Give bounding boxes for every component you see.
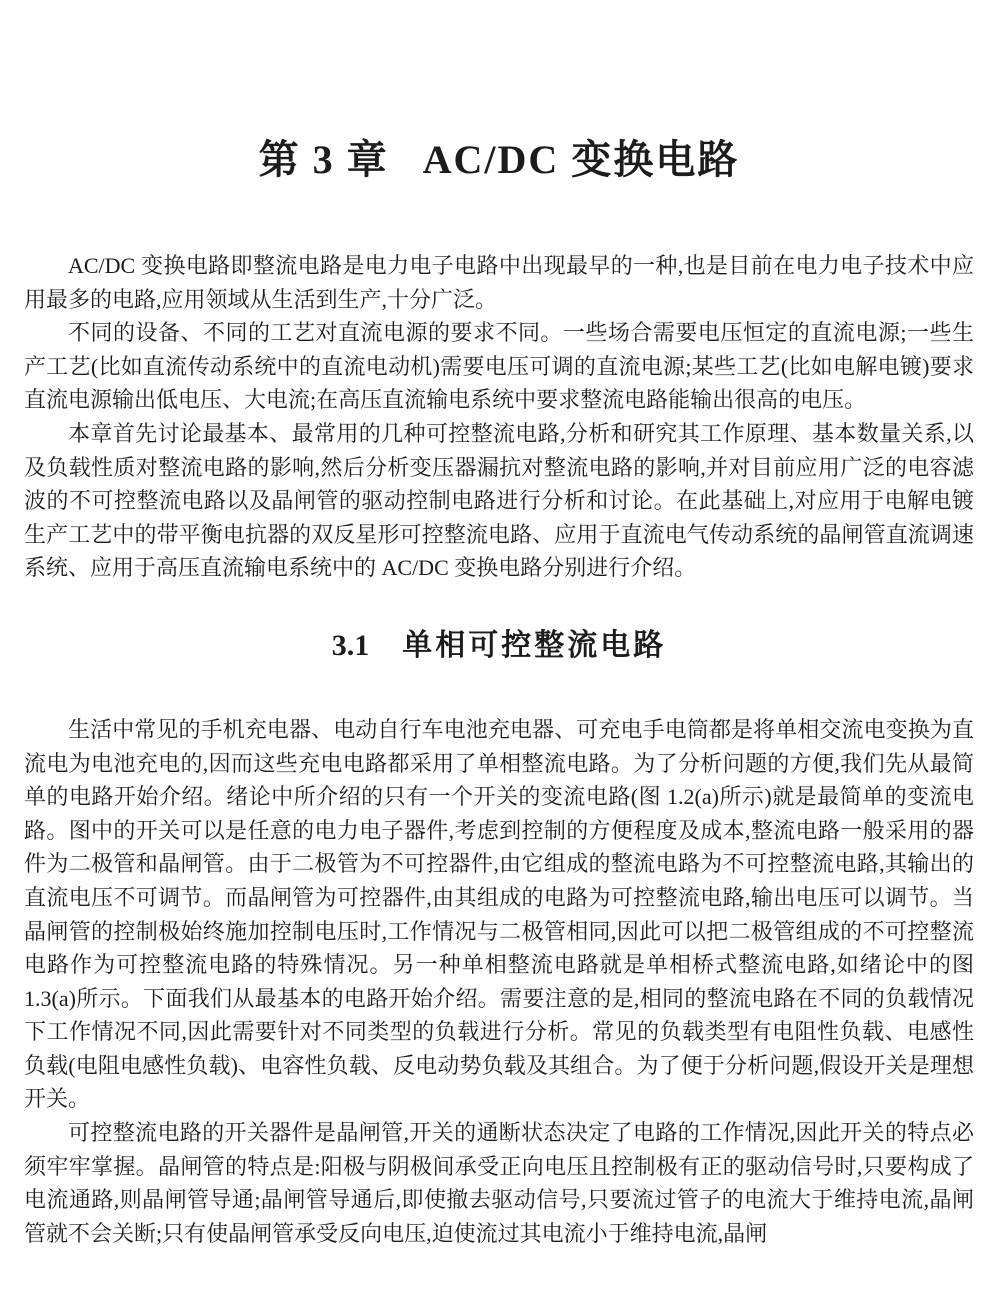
intro-paragraph-2: 不同的设备、不同的工艺对直流电源的要求不同。一些场合需要电压恒定的直流电源;一些生产工艺(比如直流传动系统中的直流电动机)需要电压可调的直流电源;某些工艺(比如电解电镀)要求直流电源输出低电压、大电流;在高压直流输电系统中要求整流电路能输出很高的电压。 <box>24 320 974 413</box>
chapter-heading <box>24 135 974 185</box>
section-number: 3.1 <box>331 628 370 662</box>
intro-paragraph-1: AC/DC 变换电路即整流电路是电力电子电路中出现最早的一种,也是目前在电力电子技术中应用最多的电路,应用领域从生活到生产,十分广泛。 <box>24 253 974 312</box>
section-title: 单相可控整流电路 <box>402 628 667 662</box>
section-paragraph-2: 可控整流电路的开关器件是晶闸管,开关的通断状态决定了电路的工作情况,因此开关的特点必须牢牢掌握。晶闸管的特点是:阳极与阴极间承受正向电压且控制极有正的驱动信号时,只要构成了电流通路,则晶闸管导通;晶闸管导通后,即使撤去驱动信号,只要流过管子的电流大于维持电流,晶闸管就不会关断;只有使晶闸管承受反向电压,迫使流过其电流小于维持电流,晶闸 <box>24 1120 974 1246</box>
intro-paragraph-3: 本章首先讨论最基本、最常用的几种可控整流电路,分析和研究其工作原理、基本数量关系,以及负载性质对整流电路的影响,然后分析变压器漏抗对整流电路的影响,并对目前应用广泛的电容滤波的不可控整流电路以及晶闸管的驱动控制电路进行分析和讨论。在此基础上,对应用于电解电镀生产工艺中的带平衡电抗器的双反星形可控整流电路、应用于直流电气传动系统的晶闸管直流调速系统、应用于高压直流输电系统中的 AC/DC 变换电路分别进行介绍。 <box>24 420 974 581</box>
section-heading <box>24 625 974 667</box>
chapter-title: AC/DC 变换电路 <box>422 137 740 182</box>
chapter-number: 第 3 章 <box>258 137 389 182</box>
section-paragraph-1: 生活中常见的手机充电器、电动自行车电池充电器、可充电手电筒都是将单相交流电变换为直流电为电池充电的,因而这些充电电路都采用了单相整流电路。为了分析问题的方便,我们先从最简单的电路开始介绍。绪论中所介绍的只有一个开关的变流电路(图 1.2(a)所示)就是最简单的变流电路。图中的开关可以是任意的电力电子器件,考虑到控制的方便程度及成本,整流电路一般采用的器件为二极管和晶闸管。由于二极管为不可控器件,由它组成的整流电路为不可控整流电路,其输出的直流电压不可调节。而晶闸管为可控器件,由其组成的电路为可控整流电路,输出电压可以调节。当晶闸管的控制极始终施加控制电压时,工作情况与二极管相同,因此可以把二极管组成的不可控整流电路作为可控整流电路的特殊情况。另一种单相整流电路就是单相桥式整流电路,如绪论中的图 1.3(a)所示。下面我们从最基本的电路开始介绍。需要注意的是,相同的整流电路在不同的负载情况下工作情况不同,因此需要针对不同类型的负载进行分析。常见的负载类型有电阻性负载、电感性负载(电阻电感性负载)、电容性负载、反电动势负载及其组合。为了便于分析问题,假设开关是理想开关。 <box>24 716 974 1112</box>
